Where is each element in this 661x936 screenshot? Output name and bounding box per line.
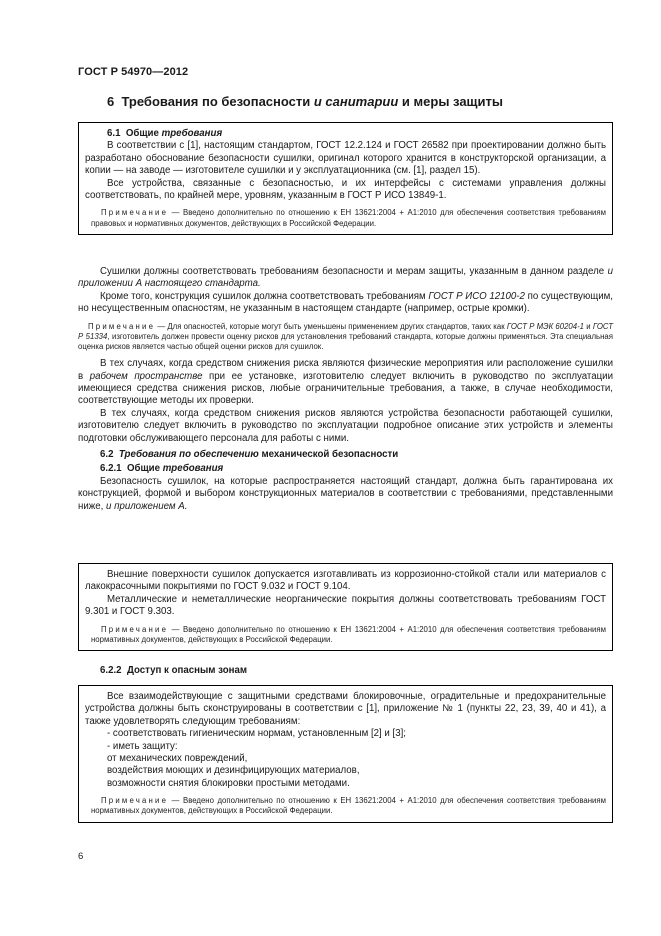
- amendment-box-coatings: [78, 563, 613, 651]
- subsection-heading-6-2-2: 6.2.2 Доступ к опасным зонам: [100, 665, 248, 676]
- section-title: [107, 94, 503, 109]
- list-item: воздействия моющих и дезинфицирующих материалов,: [107, 765, 360, 777]
- paragraph: Внешние поверхности сушилок допускается изготавливать из коррозионно-стойкой стали или материалов с лакокрасочными покрытиями по ГОСТ 9.032 и ГОСТ 9.104.: [85, 569, 606, 593]
- amendment-box-general-requirements: [78, 122, 613, 235]
- note-text: — Введено дополнительно по отношению к ЕН 13621:2004 + А1:2010 для обеспечения соответствия требованиям нормативных документов, действующих в Российской Федерации.: [91, 796, 606, 816]
- paragraph: В тех случаях, когда средством снижения рисков являются устройства безопасности работающей сушилки, изготовителю следует включить в руководство по эксплуатации подробное описание этих устройств и элементы подготовки обслуживающего персонала для работы с ними.: [78, 407, 613, 444]
- paragraph: Безопасность сушилок, на которые распространяется настоящий стандарт, должна быть гарантирована их конструкцией, формой и выбором конструкционных материалов в соответствии с требованиями, представленными ниже, и приложением А.: [78, 475, 613, 512]
- paragraph: Кроме того, конструкция сушилок должна соответствовать требованиям ГОСТ Р ИСО 12100-2 по существующим, но несущественным опасностям, не указанным в настоящем стандарте (например, острые кромки).: [78, 290, 613, 315]
- section-title-part-a: Требования по безопасности: [121, 94, 311, 109]
- note-text: — Введено дополнительно по отношению к ЕН 13621:2004 + А1:2010 для обеспечения соответствия требованиям нормативных документов, действующих в Российской Федерации.: [91, 624, 606, 644]
- note: [85, 625, 606, 645]
- note-text: — Введено дополнительно по отношению к ЕН 13621:2004 + А1:2010 для обеспечения соответствия требованиям правовых и нормативных документов, действующих в Российской Федерации.: [91, 208, 606, 228]
- section-title-part-b: и санитарии: [313, 94, 399, 109]
- subsection-heading-6-2: 6.2 Требования по обеспечению механической безопасности: [100, 449, 399, 461]
- note-label: Примечание: [88, 321, 156, 331]
- paragraph: Сушилки должны соответствовать требованиям безопасности и мерам защиты, указанным в данном разделе и приложении А настоящего стандарта.: [78, 266, 613, 290]
- amendment-box-guarding-devices: [78, 685, 613, 823]
- section-number: 6: [107, 94, 115, 109]
- paragraph: Все взаимодействующие с защитными средствами блокировочные, оградительные и предохранительные устройства должны быть сконструированы в соответствии с [1], приложение № 1 (пункты 22, 23, 39, 40 и 41), а также удовлетворять следующим требованиям:: [85, 691, 606, 727]
- note-label: Примечание: [101, 624, 169, 634]
- paragraph: В тех случаях, когда средством снижения риска являются физические мероприятия или расположение сушилки в рабочем пространстве при ее установке, изготовителю следует включить в руководство по эксплуатации имеющиеся средства снижения рисков, любые ограничительные требования, а также, в случае необходимости, соответствующие методы их проверки.: [78, 358, 613, 407]
- body-text-block: [78, 665, 613, 677]
- document-code: ГОСТ Р 54970—2012: [78, 66, 189, 78]
- list-item: - соответствовать гигиеническим нормам, установленным [2] и [3];: [107, 728, 406, 740]
- list-item: возможности снятия блокировки простыми методами.: [107, 777, 350, 789]
- note: Примечание — Для опасностей, которые могут быть уменьшены применением других стандартов, таких как ГОСТ Р МЭК 60204-1 и ГОСТ Р 51334, изготовитель должен провести оценку рисков для установления требований стандарта, которые должны применяться. Эта специальная оценка рисков является частью общей оценки рисков для сушилок.: [78, 321, 614, 352]
- section-title-part-c: и меры защиты: [401, 94, 503, 109]
- body-text-block: [78, 266, 613, 513]
- note: [85, 208, 606, 228]
- paragraph: Все устройства, связанные с безопасностью, и их интерфейсы с системами управления должны соответствовать, по крайней мере, уровням, указанным в ГОСТ Р ИСО 13849-1.: [85, 177, 606, 202]
- page-number: 6: [78, 851, 84, 862]
- paragraph: В соответствии с [1], настоящим стандартом, ГОСТ 12.2.124 и ГОСТ 26582 при проектировании должно быть разработано обоснование безопасности сушилки, оригинал которого хранится в конструкторской организации, а копии — на заводе — изготовителе сушилки и у эксплуатационника (см. [1], раздел 15).: [85, 140, 606, 177]
- paragraph: Металлические и неметаллические неорганические покрытия должны соответствовать требованиям ГОСТ 9.301 и ГОСТ 9.303.: [85, 593, 606, 618]
- subsection-heading-6-2-1: 6.2.1 Общие требования: [100, 463, 224, 475]
- list-item: от механических повреждений,: [107, 753, 248, 765]
- note-label: Примечание: [101, 796, 169, 806]
- list-item: - иметь защиту:: [107, 740, 178, 752]
- subsection-heading-6-1: 6.1 Общие требования: [107, 128, 223, 139]
- note: [85, 796, 606, 816]
- note-label: Примечание: [101, 208, 169, 218]
